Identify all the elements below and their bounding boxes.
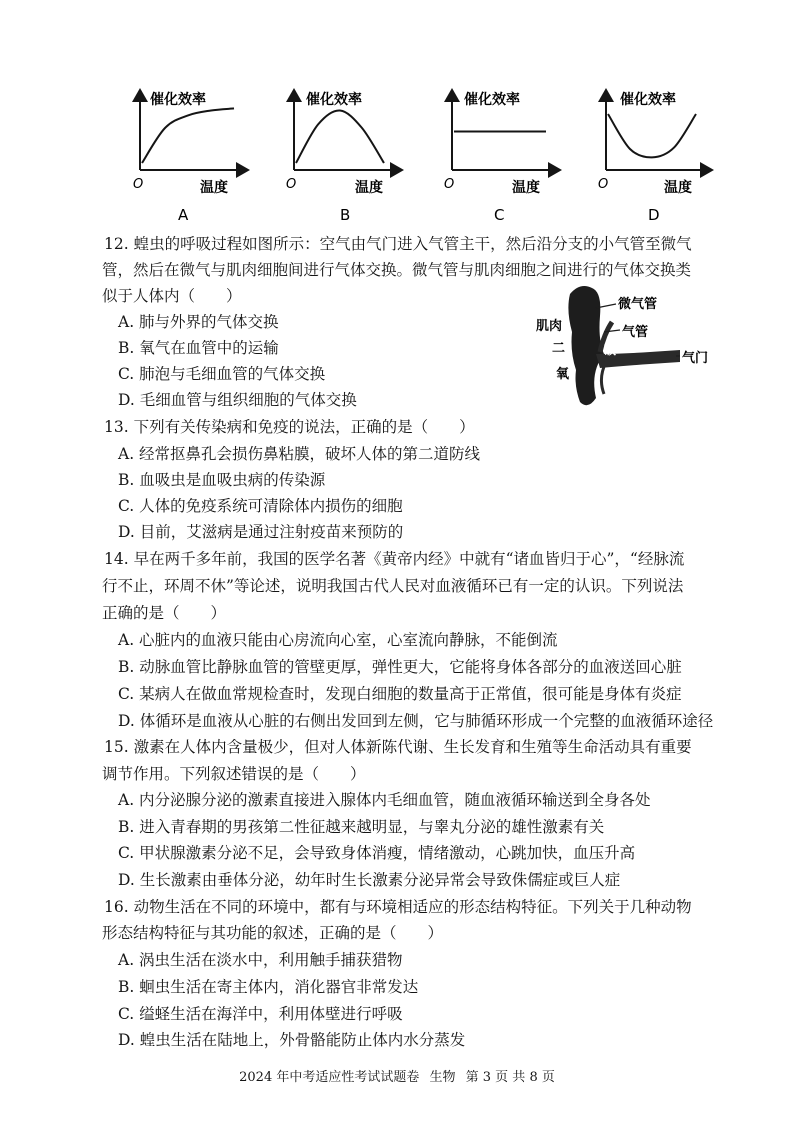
enzyme-graphs: [0, 0, 794, 232]
graph-c-letter: C: [494, 206, 505, 224]
graph-b-curve: [296, 110, 384, 163]
graph-a-origin: O: [133, 177, 144, 192]
label-micro-trachea: 微气管: [618, 297, 658, 312]
q14-option-a[interactable]: A. 心脏内的血液只能由心房流向心室，心室流向静脉，不能倒流: [118, 631, 558, 649]
q16-option-a[interactable]: A. 涡虫生活在淡水中，利用触手捕获猎物: [118, 951, 403, 969]
label-oxygen: 氧: [556, 367, 570, 382]
q12-option-b[interactable]: B. 氧气在血管中的运输: [118, 339, 279, 357]
label-spiracle: 气门: [682, 351, 709, 366]
footer-subject: 生物: [429, 1070, 456, 1085]
graph-c-y-label: 催化效率: [464, 92, 520, 108]
q12-option-a[interactable]: A. 肺与外界的气体交换: [118, 313, 279, 331]
graph-d-x-label: 温度: [664, 180, 692, 196]
graph-a-y-label: 催化效率: [150, 92, 206, 108]
graph-b-origin: O: [286, 177, 297, 192]
muscle-tissue-shape: [568, 286, 604, 405]
q15-stem-1: 15. 激素在人体内含量极少，但对人体新陈代谢、生长发育和生殖等生命活动具有重要: [104, 738, 692, 756]
q16-stem-2: 形态结构特征与其功能的叙述，正确的是（ ）: [102, 924, 444, 942]
label-trachea: 气管: [622, 325, 649, 340]
q12-stem-2: 管，然后在微气与肌肉细胞间进行气体交换。微气管与肌肉细胞之间进行的气体交换类: [102, 261, 692, 279]
graph-a: [133, 90, 248, 224]
graph-a-curve: [142, 108, 234, 163]
q15-option-c[interactable]: C. 甲状腺激素分泌不足，会导致身体消瘦，情绪激动，心跳加快，血压升高: [118, 844, 636, 862]
graph-b-x-label: 温度: [355, 180, 383, 196]
graph-b: [286, 90, 402, 224]
q14-option-c[interactable]: C. 某病人在做血常规检查时，发现白细胞的数量高于正常值，很可能是身体有炎症: [118, 685, 682, 703]
q16-stem-1: 16. 动物生活在不同的环境中，都有与环境相适应的形态结构特征。下列关于几种动物: [104, 898, 692, 916]
q13-option-c[interactable]: C. 人体的免疫系统可清除体内损伤的细胞: [118, 497, 403, 515]
graph-d: [598, 90, 712, 224]
enzyme-graphs-svg: [0, 0, 794, 232]
graph-d-letter: D: [648, 206, 660, 224]
graph-d-origin: O: [598, 177, 609, 192]
graph-c-x-label: 温度: [512, 180, 540, 196]
graph-b-letter: B: [340, 206, 351, 224]
graph-a-letter: A: [178, 206, 189, 224]
footer-exam-title: 2024 年中考适应性考试试题卷: [239, 1070, 420, 1085]
q14-option-d[interactable]: D. 体循环是血液从心脏的右侧出发回到左侧，它与肺循环形成一个完整的血液循环途径: [118, 712, 714, 730]
graph-d-y-label: 催化效率: [620, 92, 676, 108]
graph-d-curve: [608, 114, 696, 157]
q15-option-b[interactable]: B. 进入青春期的男孩第二性征越来越明显，与睾丸分泌的雄性激素有关: [118, 818, 605, 836]
q13-option-d[interactable]: D. 目前，艾滋病是通过注射疫苗来预防的: [118, 523, 404, 541]
q12-option-d[interactable]: D. 毛细血管与组织细胞的气体交换: [118, 391, 357, 409]
label-muscle: 肌肉: [536, 319, 563, 334]
q14-option-b[interactable]: B. 动脉血管比静脉血管的管壁更厚，弹性更大，它能将身体各部分的血液送回心脏: [118, 658, 682, 676]
q15-option-d[interactable]: D. 生长激素由垂体分泌，幼年时生长激素分泌异常会导致侏儒症或巨人症: [118, 871, 621, 889]
q12-option-c[interactable]: C. 肺泡与毛细血管的气体交换: [118, 365, 326, 383]
q13-option-b[interactable]: B. 血吸虫是血吸虫病的传染源: [118, 471, 326, 489]
graph-a-x-label: 温度: [200, 180, 228, 196]
footer-page-number: 第 3 页 共 8 页: [465, 1070, 555, 1085]
q14-stem-1: 14. 早在两千多年前，我国的医学名著《黄帝内经》中就有“诸血皆归于心”，“经脉流: [104, 550, 685, 568]
q13-option-a[interactable]: A. 经常抠鼻孔会损伤鼻粘膜，破坏人体的第二道防线: [118, 445, 481, 463]
page-footer: [0, 1066, 794, 1085]
q16-option-d[interactable]: D. 蝗虫生活在陆地上，外骨骼能防止体内水分蒸发: [118, 1031, 466, 1049]
graph-c-origin: O: [444, 177, 455, 192]
q15-stem-2: 调节作用。下列叙述错误的是（ ）: [102, 765, 366, 783]
label-carbon: 碳: [604, 343, 617, 357]
q12-stem-1: 12. 蝗虫的呼吸过程如图所示：空气由气门进入气管主干，然后沿分支的小气管至微气: [104, 235, 692, 253]
graph-b-y-label: 催化效率: [306, 92, 362, 108]
q12-stem-3: 似于人体内（ ）: [102, 287, 242, 305]
q16-option-c[interactable]: C. 缢蛏生活在海洋中，利用体壁进行呼吸: [118, 1005, 403, 1023]
q14-stem-3: 正确的是（ ）: [102, 604, 227, 622]
q14-stem-2: 行不止，环周不休”等论述，说明我国古代人民对血液循环已有一定的认识。下列说法: [102, 577, 684, 595]
q16-option-b[interactable]: B. 蛔虫生活在寄主体内，消化器官非常发达: [118, 978, 419, 996]
graph-c: [444, 90, 560, 224]
label-main-trunk: 二: [552, 341, 566, 356]
q13-stem-1: 13. 下列有关传染病和免疫的说法，正确的是（ ）: [104, 418, 475, 436]
q15-option-a[interactable]: A. 内分泌腺分泌的激素直接进入腺体内毛细血管，随血液循环输送到全身各处: [118, 791, 651, 809]
locust-respiration-figure: [530, 282, 720, 414]
locust-figure-svg: [530, 282, 720, 414]
